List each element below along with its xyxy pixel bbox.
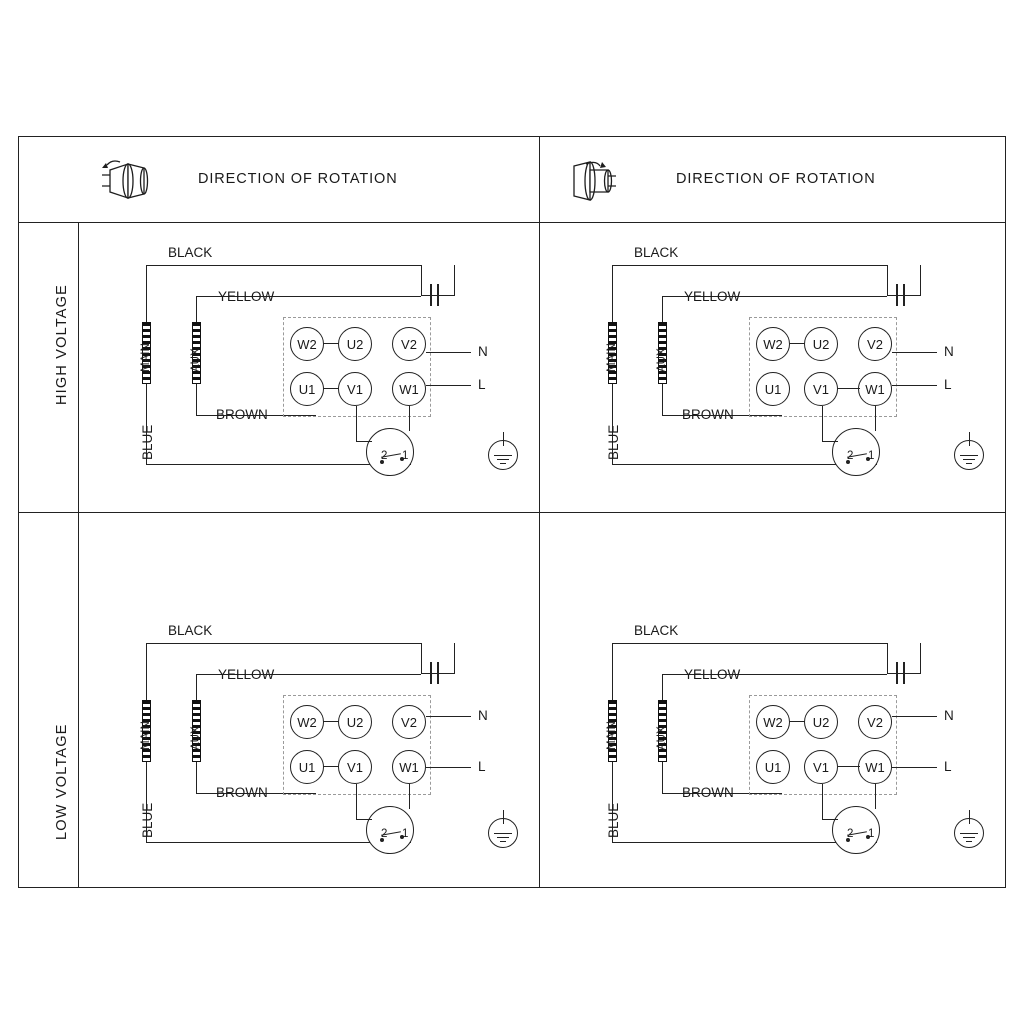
switch-label-2: 2 bbox=[381, 828, 388, 840]
link-w2-u2 bbox=[323, 343, 339, 344]
lead-neutral bbox=[426, 352, 471, 353]
terminal-w2[interactable]: W2 bbox=[756, 327, 790, 361]
terminal-u1[interactable]: U1 bbox=[756, 750, 790, 784]
terminal-v1[interactable]: V1 bbox=[338, 372, 372, 406]
terminal-u2[interactable]: U2 bbox=[804, 705, 838, 739]
lead-line bbox=[892, 385, 937, 386]
cap-lead-right bbox=[903, 295, 921, 296]
terminal-w1[interactable]: W1 bbox=[858, 750, 892, 784]
switch-lead-right bbox=[409, 784, 410, 809]
header-title-right: DIRECTION OF ROTATION bbox=[676, 171, 876, 187]
label-main: MAIN bbox=[140, 721, 152, 750]
wire-black-top bbox=[612, 643, 888, 644]
label-blue: BLUE bbox=[140, 424, 155, 460]
wire-black-top bbox=[612, 265, 888, 266]
switch-lead-left-h bbox=[356, 441, 372, 442]
terminal-w1[interactable]: W1 bbox=[858, 372, 892, 406]
label-aux: AUX bbox=[190, 348, 202, 372]
label-yellow: YELLOW bbox=[684, 667, 741, 682]
terminal-u2[interactable]: U2 bbox=[804, 327, 838, 361]
label-neutral: N bbox=[478, 344, 488, 359]
terminal-w1[interactable]: W1 bbox=[392, 372, 426, 406]
label-aux: AUX bbox=[656, 726, 668, 750]
lead-neutral bbox=[892, 716, 937, 717]
lead-line bbox=[892, 767, 937, 768]
wire-black-top bbox=[146, 265, 422, 266]
label-aux: AUX bbox=[656, 348, 668, 372]
terminal-w2[interactable]: W2 bbox=[290, 705, 324, 739]
earth-ground-icon bbox=[488, 440, 522, 474]
label-yellow: YELLOW bbox=[218, 289, 275, 304]
header-title-left: DIRECTION OF ROTATION bbox=[198, 171, 398, 187]
terminal-v1[interactable]: V1 bbox=[804, 372, 838, 406]
lead-neutral bbox=[892, 352, 937, 353]
wire-black-right-down bbox=[887, 643, 888, 673]
link-v1-w1 bbox=[838, 388, 860, 389]
label-yellow: YELLOW bbox=[684, 289, 741, 304]
switch-lead-left bbox=[822, 406, 823, 442]
motor-rotor-cw-icon bbox=[560, 158, 622, 209]
link-v1-w1 bbox=[838, 766, 860, 767]
label-aux: AUX bbox=[190, 726, 202, 750]
frame-rule-center bbox=[539, 136, 540, 888]
label-black: BLACK bbox=[634, 623, 679, 638]
cap-lead-right bbox=[437, 295, 455, 296]
terminal-w1[interactable]: W1 bbox=[392, 750, 426, 784]
terminal-v1[interactable]: V1 bbox=[804, 750, 838, 784]
cap-lead-up bbox=[454, 643, 455, 673]
label-line: L bbox=[478, 377, 486, 392]
lead-neutral bbox=[426, 716, 471, 717]
label-brown: BROWN bbox=[682, 785, 734, 800]
terminal-v2[interactable]: V2 bbox=[392, 705, 426, 739]
wire-black-right-down bbox=[421, 643, 422, 673]
cap-lead-up bbox=[920, 265, 921, 295]
link-w2-u2 bbox=[323, 721, 339, 722]
terminal-u2[interactable]: U2 bbox=[338, 327, 372, 361]
switch-lead-left-h bbox=[822, 819, 838, 820]
cap-lead-up bbox=[920, 643, 921, 673]
terminal-v2[interactable]: V2 bbox=[858, 327, 892, 361]
switch-label-1: 1 bbox=[402, 450, 409, 462]
terminal-v2[interactable]: V2 bbox=[858, 705, 892, 739]
link-u1-v1 bbox=[323, 766, 339, 767]
label-neutral: N bbox=[478, 708, 488, 723]
switch-lead-right bbox=[875, 406, 876, 431]
switch-lead-left-h bbox=[822, 441, 838, 442]
label-blue: BLUE bbox=[606, 802, 621, 838]
label-line: L bbox=[478, 759, 486, 774]
switch-lead-left bbox=[356, 406, 357, 442]
switch-label-2: 2 bbox=[381, 450, 388, 462]
frame-rule-header bbox=[18, 222, 1006, 223]
label-line: L bbox=[944, 377, 952, 392]
label-blue: BLUE bbox=[140, 802, 155, 838]
label-main: MAIN bbox=[606, 343, 618, 372]
frame-rule-middle bbox=[18, 512, 1006, 513]
row-label-low-voltage: LOW VOLTAGE bbox=[54, 723, 70, 840]
terminal-u1[interactable]: U1 bbox=[756, 372, 790, 406]
label-yellow: YELLOW bbox=[218, 667, 275, 682]
label-main: MAIN bbox=[606, 721, 618, 750]
label-neutral: N bbox=[944, 708, 954, 723]
terminal-w2[interactable]: W2 bbox=[756, 705, 790, 739]
switch-label-1: 1 bbox=[868, 828, 875, 840]
label-brown: BROWN bbox=[682, 407, 734, 422]
terminal-v2[interactable]: V2 bbox=[392, 327, 426, 361]
earth-ground-icon bbox=[954, 818, 988, 852]
label-blue: BLUE bbox=[606, 424, 621, 460]
link-w2-u2 bbox=[789, 343, 805, 344]
lead-line bbox=[426, 767, 471, 768]
terminal-u2[interactable]: U2 bbox=[338, 705, 372, 739]
wire-black-right-down bbox=[887, 265, 888, 295]
switch-label-2: 2 bbox=[847, 450, 854, 462]
row-label-high-voltage: HIGH VOLTAGE bbox=[54, 283, 70, 405]
switch-lead-right bbox=[409, 406, 410, 431]
switch-lead-left-h bbox=[356, 819, 372, 820]
wire-black-top bbox=[146, 643, 422, 644]
terminal-u1[interactable]: U1 bbox=[290, 372, 324, 406]
cap-lead-right bbox=[437, 673, 455, 674]
frame-rule-rowlabels bbox=[78, 222, 79, 888]
switch-lead-right bbox=[875, 784, 876, 809]
link-u1-v1 bbox=[323, 388, 339, 389]
terminal-v1[interactable]: V1 bbox=[338, 750, 372, 784]
label-black: BLACK bbox=[168, 245, 213, 260]
label-brown: BROWN bbox=[216, 407, 268, 422]
label-black: BLACK bbox=[168, 623, 213, 638]
link-w2-u2 bbox=[789, 721, 805, 722]
terminal-w2[interactable]: W2 bbox=[290, 327, 324, 361]
label-neutral: N bbox=[944, 344, 954, 359]
cap-lead-right bbox=[903, 673, 921, 674]
cap-lead-up bbox=[454, 265, 455, 295]
switch-lead-left bbox=[356, 784, 357, 820]
motor-rotor-ccw-icon bbox=[98, 158, 160, 209]
earth-ground-icon bbox=[488, 818, 522, 852]
lead-line bbox=[426, 385, 471, 386]
label-brown: BROWN bbox=[216, 785, 268, 800]
label-black: BLACK bbox=[634, 245, 679, 260]
switch-lead-left bbox=[822, 784, 823, 820]
label-line: L bbox=[944, 759, 952, 774]
switch-label-1: 1 bbox=[402, 828, 409, 840]
label-main: MAIN bbox=[140, 343, 152, 372]
earth-ground-icon bbox=[954, 440, 988, 474]
wire-black-right-down bbox=[421, 265, 422, 295]
terminal-u1[interactable]: U1 bbox=[290, 750, 324, 784]
switch-label-2: 2 bbox=[847, 828, 854, 840]
switch-label-1: 1 bbox=[868, 450, 875, 462]
